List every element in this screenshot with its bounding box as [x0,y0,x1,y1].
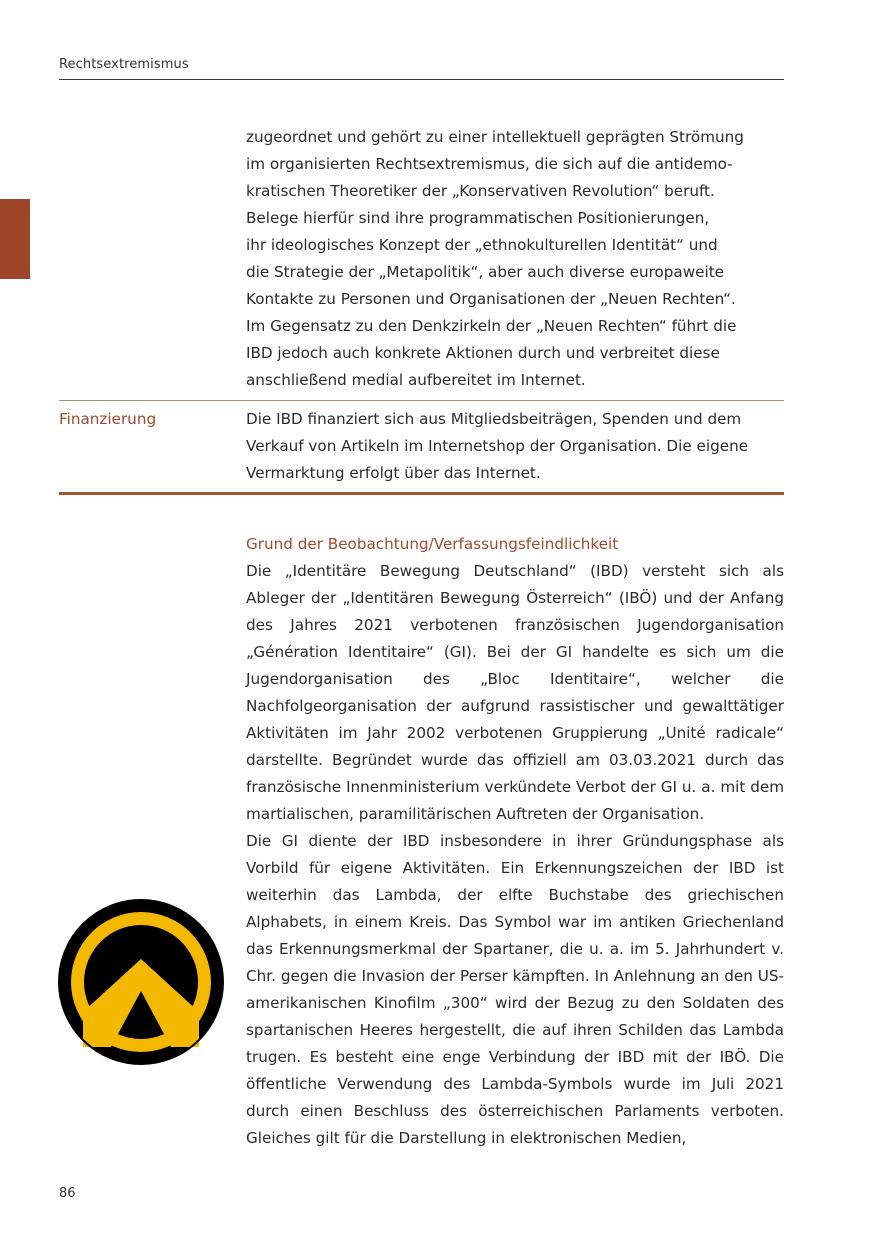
observation-paragraph-2: Die GI diente der IBD insbesondere in ihrer Gründungsphase als Vorbild für eigene Aktivitäten. Ein Erkennungszeichen der IBD ist weiterhin das Lambda, der elfte Buchstabe des griechischen Alphabets, in einem Kreis. Das Symbol war im antiken Griechenland das Erkennungsmerkmal der Spartaner, die u. a. im 5. Jahrhundert v. Chr. gegen die Invasion der Perser kämpften. In Anlehnung an den US-amerikanischen Kinofilm „300“ wird der Bezug zu den Soldaten des spartanischen Heeres hergestellt, die auf ihren Schilden das Lambda trugen. Es besteht eine enge Verbindung der IBD mit der IBÖ. Die öffentliche Verwendung des Lambda-Symbols wurde im Juli 2021 durch einen Beschluss des österreichischen Parlaments verboten. Gleiches gilt für die Darstellung in elektronischen Medien, [246,832,784,1147]
intro-line: Kontakte zu Personen und Organisationen der „Neuen Rechten“. [246,290,736,308]
intro-line: IBD jedoch auch konkrete Aktionen durch und verbreitet diese [246,344,720,362]
intro-line: kratischen Theoretiker der „Konservativen Revolution“ beruft. [246,182,715,200]
header-divider [59,79,784,80]
financing-label: Finanzierung [59,410,157,428]
intro-line: Im Gegensatz zu den Denkzirkeln der „Neuen Rechten“ führt die [246,317,737,335]
lambda-circle-icon [58,899,224,1065]
intro-line: anschließend medial aufbereitet im Internet. [246,371,586,389]
intro-line: Belege hierfür sind ihre programmatischen Positionierungen, [246,209,710,227]
financing-line: Die IBD finanziert sich aus Mitgliedsbeiträgen, Spenden und dem [246,410,742,428]
observation-body [246,558,784,1152]
section-heading: Grund der Beobachtung/Verfassungsfeindlichkeit [246,535,619,553]
intro-paragraph [246,124,784,394]
observation-paragraph-1: Die „Identitäre Bewegung Deutschland“ (IBD) versteht sich als Ableger der „Identitären Bewegung Österreich“ (IBÖ) und der Anfang des Jahres 2021 verbotenen französischen Jugendorganisation „Génération Identitaire“ (GI). Bei der GI handelte es sich um die Jugendorganisation des „Bloc Identitaire“, welcher die Nachfolgeorganisation der aufgrund rassistischer und gewalttätiger Aktivitäten im Jahr 2002 verbotenen Gruppierung „Unité radicale“ darstellte. Begründet wurde das offiziell am 03.03.2021 durch das französische Innenministerium verkündete Verbot der GI u. a. mit dem martialischen, paramilitärischen Auftreten der Organisation. [246,562,784,823]
financing-line: Vermarktung erfolgt über das Internet. [246,464,541,482]
financing-line: Verkauf von Artikeln im Internetshop der Organisation. Die eigene [246,437,749,455]
intro-line: die Strategie der „Metapolitik“, aber auch diverse europaweite [246,263,725,281]
table-row-divider [59,400,784,401]
intro-line: im organisierten Rechtsextremismus, die sich auf die antidemo- [246,155,733,173]
financing-text [246,406,784,487]
table-bottom-rule [59,492,784,495]
running-head: Rechtsextremismus [59,57,189,72]
intro-line: ihr ideologisches Konzept der „ethnokulturellen Identität“ und [246,236,718,254]
chapter-tab-marker [0,199,30,279]
page-number: 86 [59,1186,76,1201]
intro-line: zugeordnet und gehört zu einer intellektuell geprägten Strömung [246,128,744,146]
